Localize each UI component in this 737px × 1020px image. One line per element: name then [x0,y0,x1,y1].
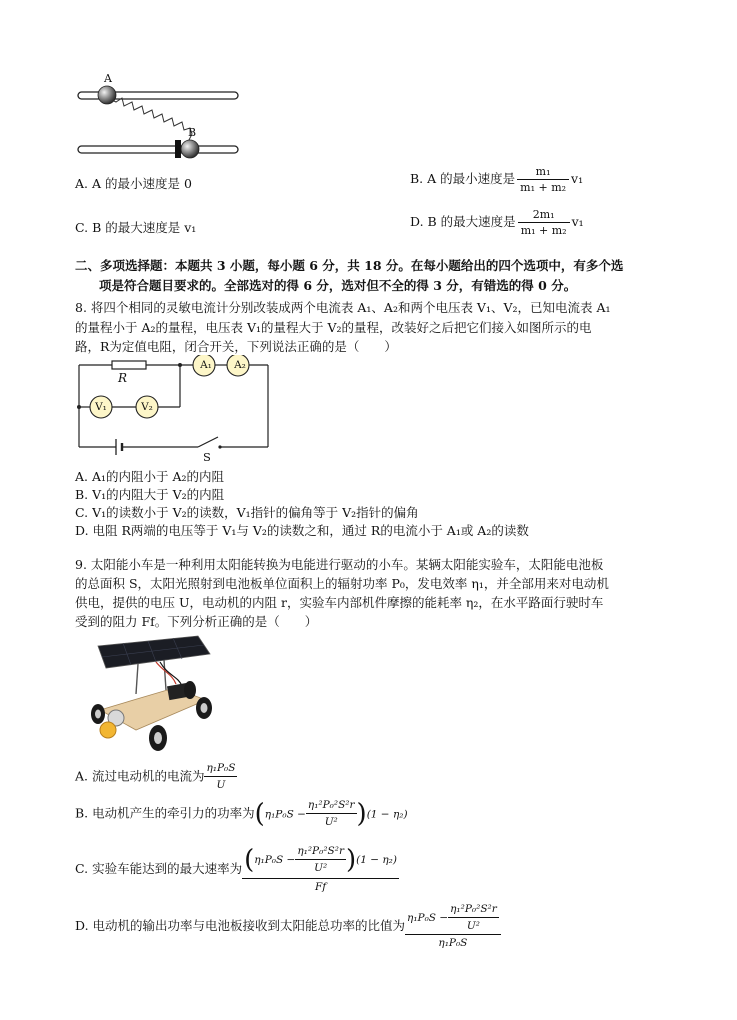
label-s: S [203,450,211,464]
solar-car-image [86,632,216,760]
q8-option-b: B. V₁的内阻大于 V₂的内阻 [75,487,225,502]
q8-option-c: C. V₁的读数小于 V₂的读数，V₁指针的偏角等于 V₂指针的偏角 [75,505,419,520]
section-heading-line2: 项是符合题目要求的。全部选对的得 6 分，选对但不全的得 3 分，有错选的得 0 分。 [99,278,577,293]
fraction: $\frac{\text{η₁²P₀²S²r}}{\text{U²}}$ [307,799,355,828]
fraction: (η₁P₀S − $\frac{\text{η₁²P₀²S²r}}{\text{U²}}$ )(1 − η₂) Ff [244,845,397,893]
q8-stem-line2: 的量程小于 A₂的量程，电压表 V₁的量程大于 V₂的量程，改装好之后把它们接入如图所示的电 [75,320,592,335]
fraction: $\frac{\text{m₁}}{\text{m₁ + m₂}}$ [517,165,569,194]
q9-stem-line1: 9. 太阳能小车是一种利用太阳能转换为电能进行驱动的小车。某辆太阳能实验车，太阳能电池板 [75,557,604,572]
q9-stem-line3: 供电，提供的电压 U，电动机的内阻 r，实验车内部机件摩擦的能耗率 η₂，在水平路面行驶时车 [75,595,604,610]
q8-stem-line1: 8. 将四个相同的灵敏电流计分别改装成两个电流表 A₁、A₂和两个电压表 V₁、V₂，已知电流表 A₁ [75,300,611,315]
spring-balls-figure [74,76,244,166]
q8-option-a: A. A₁的内阻小于 A₂的内阻 [75,469,225,484]
label-a2: A₂ [234,359,246,371]
q9-option-d: D. 电动机的输出功率与电池板接收到太阳能总功率的比值为 η₁P₀S − $\frac{\text{η₁²P₀²S²r}}{\text{U²}}$ η₁P₀S [75,903,501,950]
resistor [112,361,146,369]
label-a: A [104,72,112,85]
label-v2: V₂ [141,401,153,413]
q7-option-a: A. A 的最小速度是 0 [75,176,192,191]
label-v1: V₁ [95,401,107,413]
q9-stem-line2: 的总面积 S，太阳光照射到电池板单位面积上的辐射功率 P₀，发电效率 η₁，并全部用来对电动机 [75,576,609,591]
q8-option-d: D. 电阻 R两端的电压等于 V₁与 V₂的读数之和，通过 R的电流小于 A₁或 A₂的读数 [75,523,529,538]
q8-stem-line3: 路，R为定值电阻，闭合开关，下列说法正确的是（ ） [75,339,397,354]
stopper [175,140,181,158]
q9-option-a: A. 流过电动机的电流为 $\frac{\text{η₁P₀S}}{U}$ [75,762,236,791]
label-r: R [118,371,128,385]
q7-option-b: B. A 的最小速度是 $\frac{\text{m₁}}{\text{m₁ + m₂}}$ v₁ [410,165,584,194]
q7-option-d: D. B 的最大速度是 $\frac{\text{2m₁}}{\text{m₁ + m₂}}$ v₁ [410,208,584,237]
q7-option-c: C. B 的最大速度是 v₁ [75,220,197,235]
label-b: B [188,126,197,139]
fraction: η₁P₀S − $\frac{\text{η₁²P₀²S²r}}{\text{U²}}$ η₁P₀S [405,903,501,950]
fraction: $\frac{\text{η₁P₀S}}{U}$ [206,762,236,791]
ball-b [181,140,199,158]
section-heading-line1: 二、多项选择题：本题共 3 小题，每小题 6 分，共 18 分。在每小题给出的四个选项中，有多个选 [75,258,624,273]
ball-a [98,86,116,104]
fraction: $\frac{\text{2m₁}}{\text{m₁ + m₂}}$ [518,208,570,237]
label-a1: A₁ [200,359,212,371]
q9-option-b: B. 电动机产生的牵引力的功率为(η₁P₀S − $\frac{\text{η₁²P₀²S²r}}{\text{U²}}$ )(1 − η₂) [75,799,408,829]
q9-option-c: C. 实验车能达到的最大速率为 (η₁P₀S − $\frac{\text{η₁²P₀²S²r}}{\text{U²}}$ )(1 − η₂) Ff [75,845,397,893]
q9-stem-line4: 受到的阻力 Ff。下列分析正确的是（ ） [75,614,318,629]
